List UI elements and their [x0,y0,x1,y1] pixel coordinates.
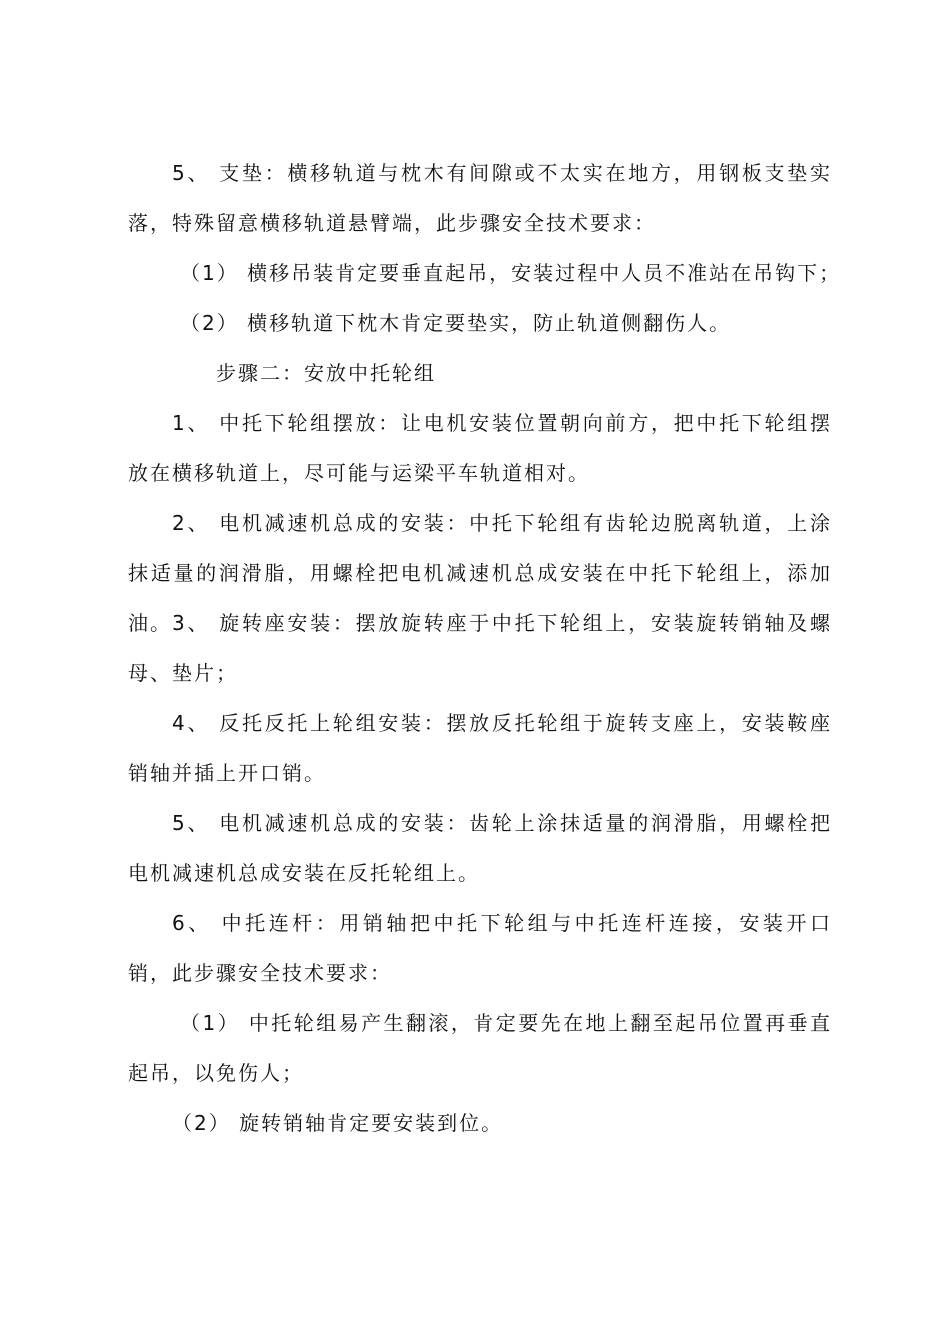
paragraph-item3: 3、 旋转座安装：摆放旋转座于中托下轮组上，安装旋转销轴及螺母、垫片； [128,611,832,685]
paragraph-item2: 2、 电机减速机总成的安装：中托下轮组有齿轮边脱离轨道，上涂抹适量的润滑脂，用螺栓把电机减速机总成安装在中托下轮组上，添加油。 [128,511,832,635]
paragraph-item5: 5、 电机减速机总成的安装：齿轮上涂抹适量的润滑脂，用螺栓把电机减速机总成安装在反托轮组上。 [128,811,832,885]
paragraph-safety-1: （1） 中托轮组易产生翻滚，肯定要先在地上翻至起吊位置再垂直起吊，以免伤人； [128,1011,832,1085]
paragraph-step1-item5: 5、 支垫：横移轨道与枕木有间隙或不太实在地方，用钢板支垫实落，特殊留意横移轨道悬臂端，此步骤安全技术要求： [128,161,832,235]
paragraph-item6: 6、 中托连杆：用销轴把中托下轮组与中托连杆连接，安装开口销，此步骤安全技术要求： [128,911,832,985]
paragraph-item1: 1、 中托下轮组摆放：让电机安装位置朝向前方，把中托下轮组摆放在横移轨道上，尽可能与运梁平车轨道相对。 [128,411,832,485]
section-heading-step2: 步骤二：安放中托轮组 [216,361,436,385]
paragraph-requirement-1: （1） 横移吊装肯定要垂直起吊，安装过程中人员不准站在吊钩下； [180,261,842,285]
paragraph-safety-2: （2） 旋转销轴肯定要安装到位。 [172,1111,504,1135]
paragraph-item4: 4、 反托反托上轮组安装：摆放反托轮组于旋转支座上，安装鞍座销轴并插上开口销。 [128,711,832,785]
paragraph-requirement-2: （2） 横移轨道下枕木肯定要垫实，防止轨道侧翻伤人。 [180,311,732,335]
